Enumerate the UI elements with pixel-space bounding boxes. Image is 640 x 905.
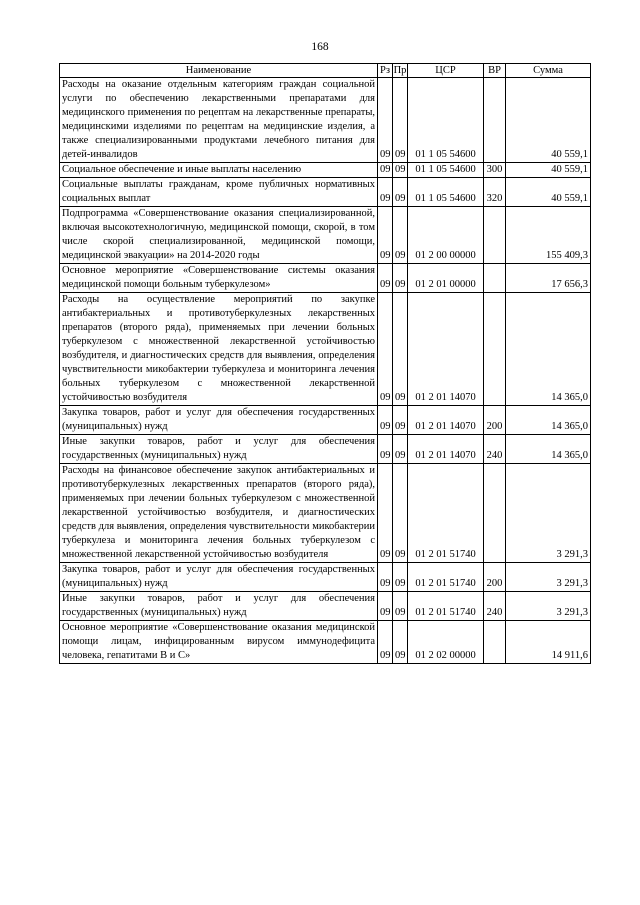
row-sum: 3 291,3: [506, 464, 591, 563]
table-row: [60, 293, 591, 406]
row-name: Подпрограмма «Совершенствование оказания специализированной, включая высокотехнологичную, медицинской помощи, скорой, в том числе скорой специализированной, медицинской помощи, медицинской эвакуации» на 2014-2020 годы: [60, 207, 378, 264]
row-csr: 01 2 02 00000: [408, 621, 484, 664]
row-vr: [484, 264, 506, 293]
row-sum: 40 559,1: [506, 78, 591, 163]
row-pr: 09: [393, 621, 408, 664]
row-pr: 09: [393, 78, 408, 163]
row-csr: 01 2 01 51740: [408, 563, 484, 592]
row-rz: 09: [378, 406, 393, 435]
row-vr: 300: [484, 163, 506, 178]
table-row: [60, 435, 591, 464]
page-number: 168: [311, 41, 329, 53]
header-name: Наименование: [60, 64, 378, 78]
row-name: Основное мероприятие «Совершенствование системы оказания медицинской помощи больным туберкулезом»: [60, 264, 378, 293]
row-rz: 09: [378, 163, 393, 178]
row-pr: 09: [393, 293, 408, 406]
row-rz: 09: [378, 78, 393, 163]
table-row: [60, 563, 591, 592]
row-sum: 40 559,1: [506, 163, 591, 178]
header-rz: Рз: [378, 64, 393, 78]
row-sum: 14 365,0: [506, 435, 591, 464]
header-vr: ВР: [484, 64, 506, 78]
row-vr: 320: [484, 178, 506, 207]
row-rz: 09: [378, 621, 393, 664]
row-vr: [484, 621, 506, 664]
row-csr: 01 1 05 54600: [408, 178, 484, 207]
row-name: Расходы на финансовое обеспечение закупок антибактериальных и противотуберкулезных лекарственных препаратов (второго ряда), применяемых при лечении больных туберкулезом с множественной лекарственной устойчивостью возбудителя, и диагностических средств для выявления, определения чувствительности микобактерии туберкулеза и мониторинга лечения больных туберкулезом с множественной лекарственной устойчивостью возбудителя: [60, 464, 378, 563]
row-vr: 240: [484, 592, 506, 621]
row-rz: 09: [378, 592, 393, 621]
row-name: Закупка товаров, работ и услуг для обеспечения государственных (муниципальных) нужд: [60, 563, 378, 592]
row-name: Социальные выплаты гражданам, кроме публичных нормативных социальных выплат: [60, 178, 378, 207]
row-sum: 14 365,0: [506, 406, 591, 435]
row-csr: 01 1 05 54600: [408, 78, 484, 163]
row-rz: 09: [378, 207, 393, 264]
header-csr: ЦСР: [408, 64, 484, 78]
row-vr: [484, 293, 506, 406]
row-vr: [484, 207, 506, 264]
table-row: [60, 621, 591, 664]
table-row: [60, 264, 591, 293]
table-row: [60, 163, 591, 178]
row-vr: 200: [484, 406, 506, 435]
table-row: [60, 464, 591, 563]
table-row: [60, 592, 591, 621]
row-sum: 17 656,3: [506, 264, 591, 293]
row-rz: 09: [378, 464, 393, 563]
row-csr: 01 2 01 14070: [408, 406, 484, 435]
row-rz: 09: [378, 563, 393, 592]
row-pr: 09: [393, 563, 408, 592]
row-rz: 09: [378, 264, 393, 293]
table-row: [60, 207, 591, 264]
table-row: [60, 78, 591, 163]
row-csr: 01 2 00 00000: [408, 207, 484, 264]
row-vr: [484, 464, 506, 563]
row-pr: 09: [393, 406, 408, 435]
row-name: Расходы на оказание отдельным категориям граждан социальной услуги по обеспечению лекарственными препаратами для медицинского применения по рецептам на лекарственные препараты, медицинскими изделиями по рецептам на медицинские изделия, а также специализированными продуктами лечебного питания для детей-инвалидов: [60, 78, 378, 163]
row-pr: 09: [393, 163, 408, 178]
row-pr: 09: [393, 435, 408, 464]
row-sum: 155 409,3: [506, 207, 591, 264]
row-pr: 09: [393, 592, 408, 621]
row-name: Иные закупки товаров, работ и услуг для обеспечения государственных (муниципальных) нужд: [60, 592, 378, 621]
row-vr: 240: [484, 435, 506, 464]
row-vr: [484, 78, 506, 163]
row-pr: 09: [393, 178, 408, 207]
row-sum: 3 291,3: [506, 563, 591, 592]
row-csr: 01 2 01 14070: [408, 435, 484, 464]
row-csr: 01 2 01 00000: [408, 264, 484, 293]
row-name: Социальное обеспечение и иные выплаты населению: [60, 163, 378, 178]
row-pr: 09: [393, 264, 408, 293]
row-name: Закупка товаров, работ и услуг для обеспечения государственных (муниципальных) нужд: [60, 406, 378, 435]
row-rz: 09: [378, 435, 393, 464]
table-header-row: [60, 64, 591, 78]
row-name: Иные закупки товаров, работ и услуг для обеспечения государственных (муниципальных) нужд: [60, 435, 378, 464]
row-pr: 09: [393, 464, 408, 563]
header-sum: Сумма: [506, 64, 591, 78]
budget-table: [59, 63, 591, 664]
row-name: Расходы на осуществление мероприятий по закупке антибактериальных и противотуберкулезных лекарственных препаратов (второго ряда), применяемых при лечении больных туберкулезом с множественной лекарственной устойчивостью возбудителя, и диагностических средств для выявления, определения чувствительности микобактерии туберкулеза и мониторинга лечения больных туберкулезом с множественной лекарственной устойчивостью возбудителя: [60, 293, 378, 406]
row-sum: 14 911,6: [506, 621, 591, 664]
row-sum: 14 365,0: [506, 293, 591, 406]
table-row: [60, 178, 591, 207]
row-csr: 01 2 01 51740: [408, 464, 484, 563]
row-pr: 09: [393, 207, 408, 264]
row-csr: 01 2 01 14070: [408, 293, 484, 406]
row-csr: 01 1 05 54600: [408, 163, 484, 178]
row-rz: 09: [378, 178, 393, 207]
row-vr: 200: [484, 563, 506, 592]
row-rz: 09: [378, 293, 393, 406]
header-pr: Пр: [393, 65, 407, 76]
row-csr: 01 2 01 51740: [408, 592, 484, 621]
row-sum: 40 559,1: [506, 178, 591, 207]
row-name: Основное мероприятие «Совершенствование оказания медицинской помощи лицам, инфицированным вирусом иммунодефицита человека, гепатитами В и С»: [60, 621, 378, 664]
row-sum: 3 291,3: [506, 592, 591, 621]
table-row: [60, 406, 591, 435]
